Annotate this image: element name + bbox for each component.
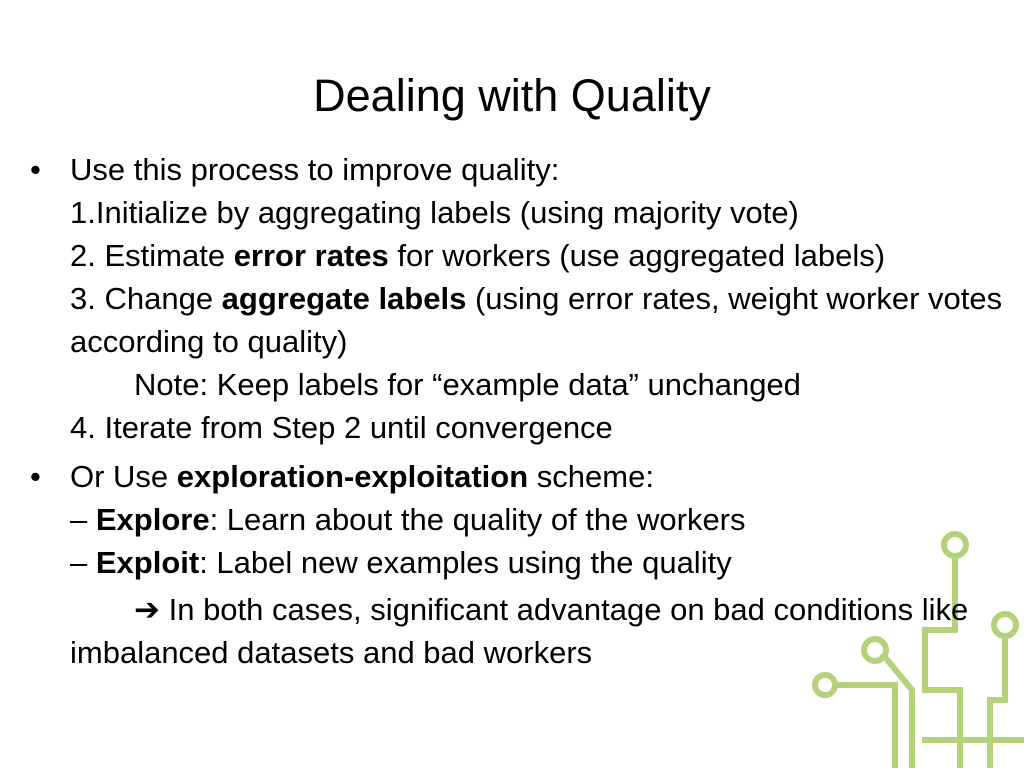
conclusion: ➔ In both cases, significant advantage on bad conditions like imbalanced datasets and bad workers [70,592,969,670]
explore-term: Explore [95,502,210,537]
exploration-exploitation-term: exploration-exploitation [176,459,529,494]
arrow-icon: ➔ [134,592,160,627]
aggregate-labels-term: aggregate labels [221,281,467,316]
error-rates-term: error rates [233,238,389,273]
step-3: 3. Change aggregate labels (using error rates, weight worker votes according to quality) [70,281,1003,359]
bullet-marker: • [30,152,41,187]
explore-item: – Explore: Learn about the quality of the workers [70,502,746,537]
exploit-term: Exploit [95,545,200,580]
bullet-exploration [28,455,1018,674]
exploration-intro: Or Use exploration-exploitation scheme: [70,459,654,494]
step-1: 1.Initialize by aggregating labels (using majority vote) [70,195,799,230]
bullet-marker: • [30,459,41,494]
exploit-item: – Exploit: Label new examples using the quality [70,545,732,580]
process-intro: Use this process to improve quality: [70,152,560,187]
step-3-note: Note: Keep labels for “example data” unchanged [134,367,801,402]
step-4: 4. Iterate from Step 2 until convergence [70,410,613,445]
slide-title: Dealing with Quality [313,70,711,121]
slide-body [28,148,1018,674]
bullet-process [28,148,1018,449]
step-2: 2. Estimate error rates for workers (use aggregated labels) [70,238,886,273]
